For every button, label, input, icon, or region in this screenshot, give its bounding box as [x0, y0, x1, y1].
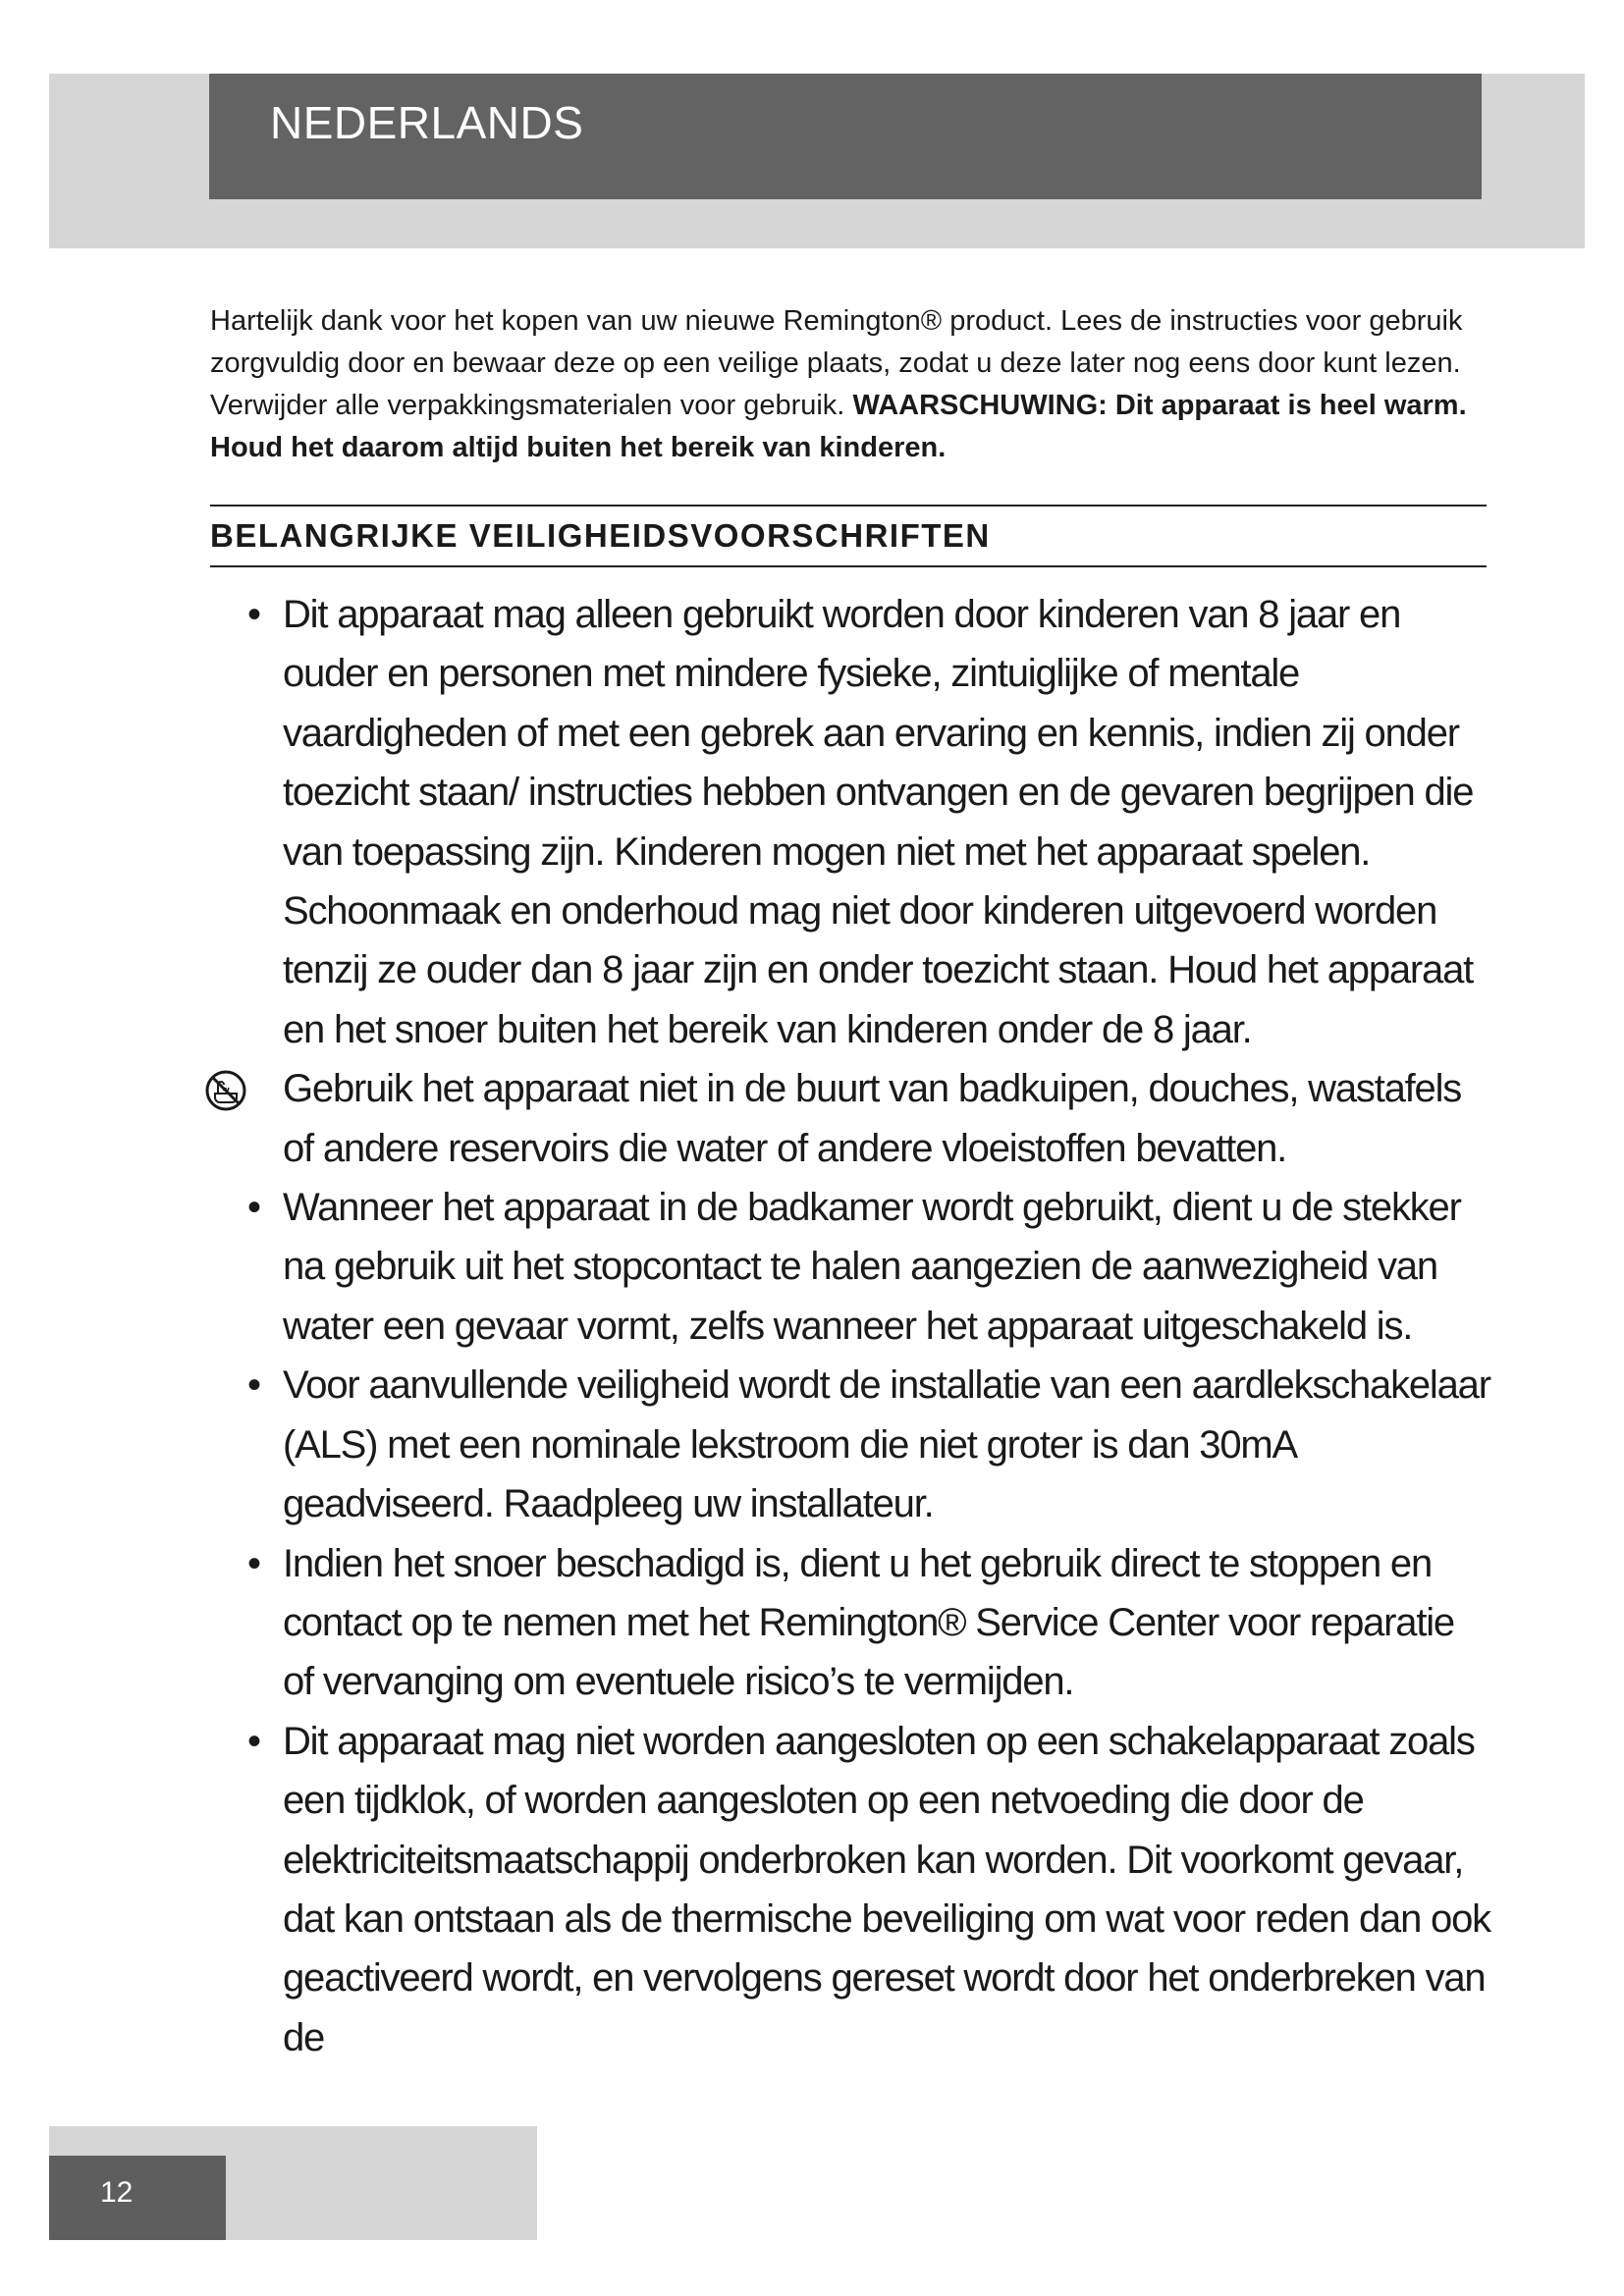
- intro-paragraph: [210, 300, 1487, 469]
- language-header: [209, 74, 1482, 199]
- list-item-text: Dit apparaat mag alleen gebruikt worden door kinderen van 8 jaar en ouder en personen met mindere fysieke, zintuiglijke of mentale vaardigheden of met een gebrek aan ervaring en kennis, indien zij onder toezicht staan/ instructies hebben ontvangen en de gevaren begrijpen die van toepassing zijn. Kinderen mogen niet met het apparaat spelen. Schoonmaak en onderhoud mag niet door kinderen uitgevoerd worden tenzij ze ouder dan 8 jaar zijn en onder toezicht staan. Houd het apparaat en het snoer buiten het bereik van kinderen onder de 8 jaar.: [283, 593, 1474, 1051]
- intro-warning: WAARSCHUWING: Dit apparaat is heel warm. Houd het daarom altijd buiten het bereik van kinderen.: [210, 390, 1467, 463]
- bullet-marker: •: [247, 1719, 260, 1763]
- bullet-marker: •: [247, 1363, 260, 1408]
- list-item-text: Dit apparaat mag niet worden aangesloten op een schakelapparaat zoals een tijdklok, of worden aangesloten op een netvoeding die door de elektriciteitsmaatschappij onderbroken kan worden. Dit voorkomt gevaar, dat kan ontstaan als de thermische beveiliging om wat voor reden dan ook geactiveerd wordt, en vervolgens gereset wordt door het onderbreken van de: [283, 1719, 1490, 2059]
- list-item: [204, 585, 1490, 1059]
- intro-text: Hartelijk dank voor het kopen van uw nieuwe Remington® product. Lees de instructies voor gebruik zorgvuldig door en bewaar deze op een veilige plaats, zodat u deze later nog eens door kunt lezen. Verwijder alle verpakkingsmaterialen voor gebruik.: [210, 305, 1463, 421]
- list-item: [204, 1178, 1490, 1356]
- no-bath-icon: [204, 1069, 247, 1112]
- page-number: 12: [100, 2176, 134, 2209]
- heading-rule-top: [210, 505, 1487, 507]
- section-heading: BELANGRIJKE VEILIGHEIDSVOORSCHRIFTEN: [210, 517, 991, 554]
- list-item-text: Voor aanvullende veiligheid wordt de installatie van een aardlekschakelaar (ALS) met een nominale lekstroom die niet groter is dan 30mA geadviseerd. Raadpleeg uw installateur.: [283, 1363, 1490, 1526]
- bullet-marker: •: [247, 1541, 260, 1585]
- bullet-marker: •: [247, 1186, 260, 1230]
- page-number-box: [49, 2156, 226, 2240]
- list-item: [204, 1059, 1490, 1178]
- bullet-marker: •: [247, 593, 260, 636]
- language-title: NEDERLANDS: [270, 97, 584, 148]
- list-item-text: Indien het snoer beschadigd is, dient u het gebruik direct te stoppen en contact op te nemen met het Remington® Service Center voor reparatie of vervanging om eventuele risico’s te vermijden.: [283, 1541, 1454, 1704]
- list-item: [204, 1534, 1490, 1712]
- list-item: [204, 1356, 1490, 1533]
- heading-rule-bottom: [210, 565, 1487, 567]
- list-item-text: Gebruik het apparaat niet in de buurt van badkuipen, douches, wastafels of andere reservoirs die water of andere vloeistoffen bevatten.: [283, 1067, 1462, 1170]
- list-item-text: Wanneer het apparaat in de badkamer wordt gebruikt, dient u de stekker na gebruik uit het stopcontact te halen aangezien de aanwezigheid van water een gevaar vormt, zelfs wanneer het apparaat uitgeschakeld is.: [283, 1186, 1461, 1348]
- list-item: [204, 1712, 1490, 2067]
- safety-instructions-list: [204, 585, 1490, 2067]
